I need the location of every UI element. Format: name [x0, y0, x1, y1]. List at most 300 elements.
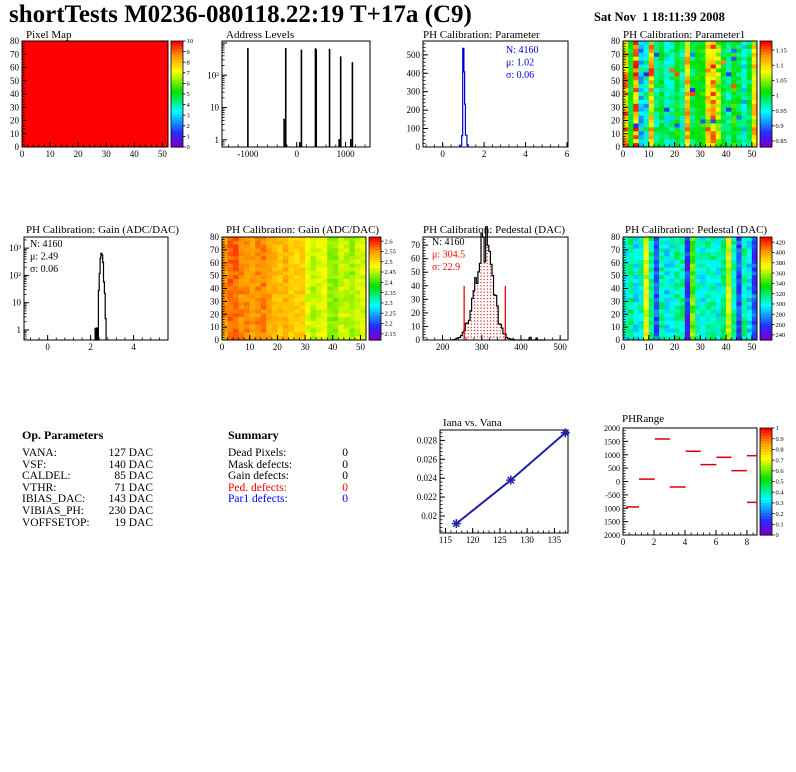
heatmap-cell: [344, 332, 350, 336]
heatmap-cell: [250, 313, 256, 317]
heatmap-cell: [669, 120, 675, 124]
heatmap-cell: [654, 112, 660, 116]
tick-label: 200: [435, 342, 450, 352]
heatmap-cell: [349, 317, 355, 321]
heatmap-cell: [261, 275, 267, 279]
chart-ped-hist: [411, 227, 568, 352]
heatmap-cell: [726, 92, 732, 96]
heatmap-cell: [721, 65, 727, 69]
heatmap-cell: [711, 325, 717, 329]
heatmap-cell: [705, 127, 711, 131]
heatmap-cell: [726, 245, 732, 249]
heatmap-cell: [685, 116, 691, 120]
heatmap-cell: [344, 252, 350, 256]
heatmap-cell: [664, 45, 670, 49]
tick-label: 0: [620, 149, 626, 159]
heatmap-cell: [277, 264, 283, 268]
heatmap-cell: [255, 252, 261, 256]
heatmap-cell: [705, 84, 711, 88]
heatmap-cell: [654, 88, 660, 92]
heatmap-cell: [664, 72, 670, 76]
heatmap-cell: [649, 61, 655, 65]
heatmap-cell: [664, 287, 670, 291]
colorbar-label: 0.9: [775, 123, 784, 130]
heatmap-cell: [623, 256, 629, 260]
heatmap-cell: [250, 268, 256, 272]
heatmap-cell: [742, 325, 748, 329]
heatmap-cell: [644, 260, 650, 264]
heatmap-cell: [680, 127, 686, 131]
tick-label: 0: [615, 335, 620, 345]
heatmap-cell: [716, 309, 722, 313]
heatmap-cell: [228, 252, 234, 256]
heatmap-cell: [239, 237, 245, 241]
heatmap-cell: [685, 80, 691, 84]
heatmap-cell: [233, 298, 239, 302]
heatmap-cell: [669, 313, 675, 317]
heatmap-cell: [690, 84, 696, 88]
heatmap-cell: [685, 275, 691, 279]
heatmap-cell: [685, 139, 691, 143]
heatmap-cell: [228, 260, 234, 264]
heatmap-cell: [316, 275, 322, 279]
heatmap-cell: [288, 329, 294, 333]
heatmap-cell: [305, 294, 311, 298]
heatmap-cell: [316, 245, 322, 249]
heatmap-cell: [680, 283, 686, 287]
heatmap-cell: [633, 309, 639, 313]
heatmap-cell: [664, 123, 670, 127]
heatmap-cell: [669, 287, 675, 291]
heatmap-cell: [700, 271, 706, 275]
heatmap-cell: [261, 294, 267, 298]
heatmap-cell: [664, 57, 670, 61]
heatmap-cell: [742, 317, 748, 321]
colorbar-label: 260: [775, 321, 786, 329]
heatmap-cell: [628, 325, 634, 329]
heatmap-cell: [300, 248, 306, 252]
heatmap-cell: [695, 100, 701, 104]
heatmap-cell: [344, 275, 350, 279]
heatmap-cell: [690, 313, 696, 317]
heatmap-cell: [664, 302, 670, 306]
heatmap-cell: [731, 131, 737, 135]
heatmap-cell: [349, 309, 355, 313]
heatmap-cell: [638, 100, 644, 104]
heatmap-cell: [244, 306, 250, 310]
heatmap-cell: [633, 294, 639, 298]
heatmap-cell: [649, 264, 655, 268]
heatmap-cell: [294, 248, 300, 252]
heatmap-cell: [680, 317, 686, 321]
heatmap-cell: [716, 241, 722, 245]
heatmap-cell: [731, 287, 737, 291]
heatmap-cell: [695, 287, 701, 291]
heatmap-cell: [277, 256, 283, 260]
heatmap-cell: [638, 290, 644, 294]
heatmap-cell: [675, 256, 681, 260]
heatmap-cell: [721, 264, 727, 268]
x-axis: [426, 142, 570, 159]
heatmap-cell: [633, 92, 639, 96]
summary-label: Dead Pixels:: [228, 447, 287, 459]
heatmap-cell: [283, 245, 289, 249]
heatmap-cell: [716, 92, 722, 96]
heatmap-cell: [283, 325, 289, 329]
heatmap-cell: [736, 135, 742, 139]
heatmap-cell: [233, 321, 239, 325]
heatmap-cell: [664, 41, 670, 45]
heatmap-cell: [747, 127, 753, 131]
heatmap-cell: [711, 306, 717, 310]
heatmap-cell: [711, 260, 717, 264]
heatmap-cell: [283, 283, 289, 287]
heatmap-cell: [654, 294, 660, 298]
summary-label: Ped. defects:: [228, 481, 287, 494]
heatmap-cell: [716, 252, 722, 256]
heatmap-cell: [700, 49, 706, 53]
heatmap-cell: [305, 271, 311, 275]
heatmap-cell: [288, 279, 294, 283]
heatmap-cell: [628, 84, 634, 88]
heatmap-cell: [327, 260, 333, 264]
heatmap-cell: [659, 135, 665, 139]
heatmap-cell: [338, 252, 344, 256]
heatmap-cell: [664, 49, 670, 53]
heatmap-cell: [675, 302, 681, 306]
heatmap-cell: [695, 49, 701, 53]
heatmap-cell: [654, 309, 660, 313]
heatmap-cell: [322, 313, 328, 317]
heatmap-cell: [294, 260, 300, 264]
heatmap-cell: [654, 290, 660, 294]
heatmap-cell: [675, 65, 681, 69]
heatmap-cell: [638, 298, 644, 302]
heatmap-cell: [700, 57, 706, 61]
heatmap-cell: [283, 321, 289, 325]
heatmap-cell: [742, 45, 748, 49]
heatmap-cell: [628, 260, 634, 264]
heatmap-cell: [659, 290, 665, 294]
heatmap-cell: [633, 248, 639, 252]
tick-label: 400: [514, 342, 528, 352]
heatmap-cell: [742, 96, 748, 100]
heatmap-cell: [233, 252, 239, 256]
heatmap-cell: [726, 108, 732, 112]
heatmap-cell: [633, 325, 639, 329]
heatmap-cell: [742, 287, 748, 291]
heatmap-cell: [711, 237, 717, 241]
heatmap-cell: [277, 321, 283, 325]
heatmap-cell: [675, 139, 681, 143]
heatmap-cell: [700, 279, 706, 283]
heatmap-cell: [338, 317, 344, 321]
heatmap-cell: [685, 68, 691, 72]
heatmap-cell: [628, 112, 634, 116]
heatmap-cell: [633, 135, 639, 139]
heatmap-cell: [255, 271, 261, 275]
heatmap-cell: [283, 309, 289, 313]
heatmap-cell: [644, 61, 650, 65]
heatmap-cell: [721, 49, 727, 53]
heatmap-cell: [272, 241, 278, 245]
heatmap-cell: [638, 131, 644, 135]
heatmap-cell: [261, 260, 267, 264]
tick-label: 20: [10, 115, 19, 126]
heatmap-cell: [680, 321, 686, 325]
heatmap-cell: [747, 92, 753, 96]
heatmap-cell: [338, 271, 344, 275]
heatmap-cell: [283, 241, 289, 245]
heatmap-cell: [680, 325, 686, 329]
heatmap-cell: [272, 287, 278, 291]
heatmap-cell: [675, 127, 681, 131]
heatmap-cell: [659, 287, 665, 291]
summary-value: 0: [342, 481, 348, 494]
heatmap-cell: [355, 237, 361, 241]
heatmap-cell: [228, 241, 234, 245]
heatmap-cell: [659, 298, 665, 302]
histogram-path: [461, 48, 469, 147]
heatmap-cell: [726, 329, 732, 333]
heatmap-cell: [633, 287, 639, 291]
heatmap-cell: [649, 100, 655, 104]
tick-label: 70: [210, 244, 219, 255]
heatmap-cell: [311, 317, 317, 321]
heatmap-cell: [355, 294, 361, 298]
heatmap-cell: [669, 108, 675, 112]
heatmap-cell: [747, 256, 753, 260]
heatmap-cell: [690, 332, 696, 336]
chart-phrange: [604, 424, 784, 547]
heatmap-cell: [747, 49, 753, 53]
heatmap-cell: [675, 290, 681, 294]
heatmap-cell: [705, 317, 711, 321]
heatmap-cell: [664, 127, 670, 131]
heatmap-cell: [669, 112, 675, 116]
heatmap-cell: [675, 313, 681, 317]
heatmap-cell: [685, 76, 691, 80]
heatmap-cell: [228, 313, 234, 317]
heatmap-cell: [244, 275, 250, 279]
heatmap-cell: [731, 76, 737, 80]
heatmap-cell: [721, 72, 727, 76]
heatmap-cell: [349, 332, 355, 336]
heatmap-cell: [742, 302, 748, 306]
heatmap-cell: [649, 120, 655, 124]
heatmap-cell: [675, 53, 681, 57]
heatmap-cell: [690, 88, 696, 92]
heatmap-cell: [244, 279, 250, 283]
colorbar-label: 0.6: [775, 468, 784, 475]
heatmap-cell: [685, 41, 691, 45]
heatmap-cell: [721, 127, 727, 131]
heatmap-cell: [664, 61, 670, 65]
heatmap-cell: [633, 332, 639, 336]
heatmap-cell: [685, 57, 691, 61]
heatmap-cell: [305, 256, 311, 260]
heatmap-cell: [685, 49, 691, 53]
heatmap-cell: [305, 260, 311, 264]
heatmap-cell: [644, 252, 650, 256]
colorbar: [171, 38, 193, 151]
heatmap-cell: [277, 329, 283, 333]
heatmap-cell: [638, 116, 644, 120]
heatmap-cell: [654, 245, 660, 249]
heatmap-cell: [736, 271, 742, 275]
heatmap-cell: [659, 80, 665, 84]
x-axis: [228, 142, 365, 159]
heatmap-cell: [644, 131, 650, 135]
heatmap-cell: [349, 287, 355, 291]
heatmap-cell: [711, 271, 717, 275]
heatmap-cell: [731, 329, 737, 333]
heatmap-cell: [233, 245, 239, 249]
heatmap-cell: [311, 332, 317, 336]
heatmap-cell: [633, 41, 639, 45]
heatmap-cell: [747, 260, 753, 264]
heatmap-cell: [349, 252, 355, 256]
heatmap-cell: [638, 108, 644, 112]
heatmap-cell: [239, 298, 245, 302]
heatmap-cell: [669, 268, 675, 272]
heatmap-cell: [736, 260, 742, 264]
heatmap-cell: [711, 287, 717, 291]
heatmap-cell: [690, 96, 696, 100]
heatmap-cell: [288, 321, 294, 325]
heatmap-cell: [747, 298, 753, 302]
heatmap-cell: [659, 241, 665, 245]
heatmap-cell: [680, 329, 686, 333]
tick-label: 60: [10, 62, 19, 73]
tick-label: 130: [520, 535, 534, 545]
heatmap-cell: [649, 92, 655, 96]
heatmap-cell: [233, 317, 239, 321]
heatmap-cell: [333, 283, 339, 287]
heatmap-cell: [327, 264, 333, 268]
heatmap-cell: [239, 245, 245, 249]
heatmap-cell: [233, 332, 239, 336]
heatmap-cell: [327, 241, 333, 245]
heatmap-cell: [742, 84, 748, 88]
heatmap-cell: [742, 309, 748, 313]
heatmap-cell: [700, 275, 706, 279]
heatmap-cell: [355, 290, 361, 294]
heatmap-cell: [654, 108, 660, 112]
heatmap-cell: [250, 287, 256, 291]
stats-text: [506, 45, 539, 81]
heatmap-cell: [726, 302, 732, 306]
tick-label: 30: [101, 149, 111, 159]
heatmap-cell: [669, 298, 675, 302]
heatmap-cell: [633, 252, 639, 256]
heatmap-cell: [675, 84, 681, 88]
heatmap-cell: [736, 294, 742, 298]
heatmap-cell: [228, 317, 234, 321]
heatmap-cell: [294, 325, 300, 329]
heatmap-cell: [669, 61, 675, 65]
heatmap-cell: [705, 290, 711, 294]
heatmap-cell: [228, 309, 234, 313]
heatmap-cell: [716, 45, 722, 49]
heatmap-cell: [721, 237, 727, 241]
heatmap-cell: [300, 321, 306, 325]
heatmap-cell: [711, 49, 717, 53]
heatmap-cell: [355, 306, 361, 310]
heatmap-cell: [322, 264, 328, 268]
heatmap-cell: [633, 283, 639, 287]
heatmap-cell: [250, 275, 256, 279]
heatmap-cell: [300, 302, 306, 306]
heatmap-cell: [327, 294, 333, 298]
heatmap-cell: [633, 116, 639, 120]
heatmap-cell: [644, 241, 650, 245]
heatmap-cell: [721, 57, 727, 61]
heatmap-cell: [250, 248, 256, 252]
heatmap-cell: [690, 100, 696, 104]
stats-line: σ: 0.06: [30, 264, 59, 275]
tick-label: 70: [411, 240, 420, 251]
heatmap-cell: [669, 275, 675, 279]
stats-line: μ: 2.49: [30, 251, 59, 263]
heatmap-cell: [690, 264, 696, 268]
heatmap-cell: [277, 325, 283, 329]
heatmap-cell: [675, 57, 681, 61]
heatmap-cell: [716, 260, 722, 264]
colorbar-label: 380: [775, 259, 786, 267]
heatmap-cell: [705, 309, 711, 313]
chart-title-iana-vs-vana: Iana vs. Vana: [443, 417, 502, 429]
heatmap-cell: [736, 332, 742, 336]
tick-label: 20: [73, 149, 83, 159]
heatmap-cell: [300, 329, 306, 333]
heatmap-cell: [716, 123, 722, 127]
heatmap-cell: [705, 123, 711, 127]
heatmap-cell: [300, 245, 306, 249]
heatmap-cell: [623, 248, 629, 252]
heatmap-cell: [721, 287, 727, 291]
heatmap-cell: [305, 329, 311, 333]
heatmap-cell: [695, 68, 701, 72]
heatmap-cell: [742, 237, 748, 241]
tick-label: 1000: [604, 504, 620, 514]
heatmap-cell: [695, 65, 701, 69]
heatmap-cell: [726, 112, 732, 116]
heatmap-cell: [721, 325, 727, 329]
heatmap-cell: [649, 104, 655, 108]
tick-label: 1: [214, 134, 219, 145]
heatmap-cell: [300, 313, 306, 317]
heatmap-cell: [669, 271, 675, 275]
tick-label: 0: [615, 142, 620, 152]
heatmap-cell: [700, 65, 706, 69]
heatmap-cell: [747, 53, 753, 57]
heatmap-cell: [711, 96, 717, 100]
heatmap-cell: [628, 287, 634, 291]
heatmap-cell: [690, 104, 696, 108]
heatmap-cell: [742, 321, 748, 325]
heatmap-cell: [742, 92, 748, 96]
heatmap-cell: [742, 76, 748, 80]
heatmap-cell: [680, 96, 686, 100]
heatmap-cell: [638, 139, 644, 143]
heatmap-cell: [721, 313, 727, 317]
heatmap-cell: [700, 245, 706, 249]
heatmap-cell: [747, 245, 753, 249]
heatmap-cell: [731, 306, 737, 310]
heatmap-cell: [690, 49, 696, 53]
heatmap-cell: [685, 306, 691, 310]
